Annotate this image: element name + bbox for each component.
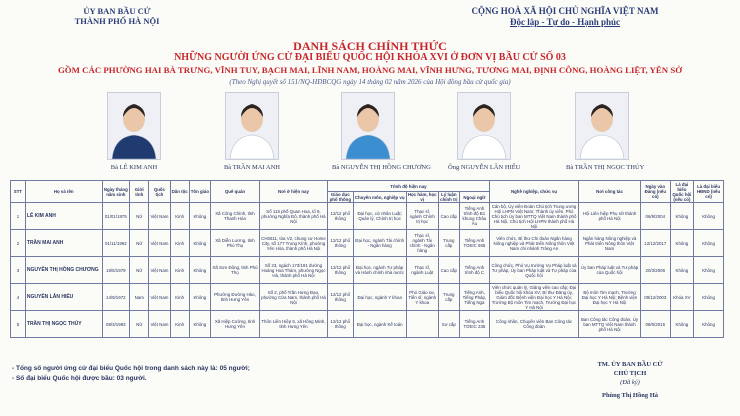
column-header: Dân tộc [170, 181, 189, 203]
table-cell: Không [189, 284, 210, 311]
candidate-photo-card [448, 92, 520, 171]
table-cell: Không [670, 230, 693, 257]
table-cell: Cao cấp [438, 257, 459, 284]
table-cell: Số 23, ngách 173/191 đường Hoàng Hoa Thám, phường Ngọc Hà, thành phố Hà Nội [259, 257, 327, 284]
table-body [11, 203, 724, 338]
candidate-photo-card [566, 92, 645, 171]
candidate-name-cell: NGUYỄN LÂN HIẾU [25, 284, 102, 311]
portrait-photo [457, 92, 511, 160]
table-cell: 12/12 phổ thông [328, 284, 354, 311]
table-cell: 08/6/2015 [640, 311, 670, 338]
column-header: Giới tính [130, 181, 149, 203]
table-cell: Xã Công Chính, tỉnh Thanh Hóa [211, 203, 260, 230]
table-cell: Kinh [170, 284, 189, 311]
summary-seats: - Số đại biểu Quốc hội được bầu: 03 người. [12, 375, 147, 382]
table-cell: Việt Nam [149, 284, 170, 311]
table-cell: 14/9/1972 [102, 284, 130, 311]
table-cell: Đại học, ngành Tài chính - Ngân hàng [353, 230, 406, 257]
table-cell: Thạc sĩ, ngành Chính trị học [406, 203, 438, 230]
candidate-table [10, 180, 724, 338]
table-cell: Việt Nam [149, 257, 170, 284]
table-cell: Không [189, 203, 210, 230]
issuer-line-1: ỦY BAN BẦU CỬ [83, 6, 151, 16]
table-cell: Việt Nam [149, 311, 170, 338]
column-header: Ngày vào Đảng (nếu có) [640, 181, 670, 203]
candidate-name-cell: LÊ KIM ANH [25, 203, 102, 230]
table-row [11, 230, 724, 257]
table-cell: 5 [11, 311, 26, 338]
table-cell: Đại học, ngành Kế toán [353, 311, 406, 338]
table-cell: Xã Diễn Lương, tỉnh Phú Thọ [211, 230, 260, 257]
table-cell: Ban Công tác Công đoàn, Ủy ban MTTQ Việt Nam thành phố Hà Nội [579, 311, 641, 338]
table-cell: Đại học, cử nhân Luật; Quản lý, Chính trị học [353, 203, 406, 230]
table-cell: Công nhân, Chuyên viên Ban Công tác Công đoàn [489, 311, 578, 338]
table-cell: Nam [130, 284, 149, 311]
issuer-line-2: THÀNH PHỐ HÀ NỘI [74, 16, 160, 26]
table-cell: Việt Nam [149, 203, 170, 230]
table-cell: Không [694, 284, 724, 311]
table-cell: Khóa XV [670, 284, 693, 311]
legal-basis-note: (Theo Nghị quyết số 151/NQ-HĐBCQG ngày 14 tháng 02 năm 2026 của Hội đồng bầu cử quốc gia) [229, 78, 511, 86]
education-group-header: Trình độ hiện nay [328, 181, 490, 192]
document-title: DANH SÁCH CHÍNH THỨC [293, 39, 447, 53]
table-cell: Viên chức, Bí thư Chi đoàn Ngân hàng Nông nghiệp và Phát triển Nông thôn Việt Nam chi nhánh Tràng An [489, 230, 578, 257]
column-header: Họ và tên [25, 181, 102, 203]
table-cell: 01/11/1992 [102, 230, 130, 257]
table-cell: Việt Nam [149, 230, 170, 257]
table-cell: Kinh [170, 311, 189, 338]
table-cell: CH0611, tòa V2, chung cư Home City, số 177 Trung Kính, phường Yên Hòa, thành phố Hà Nội [259, 230, 327, 257]
table-row [11, 257, 724, 284]
summary-notes [12, 364, 250, 384]
table-cell: 1 [11, 203, 26, 230]
table-cell: Xã Sơn Đông, tỉnh Phú Thọ [211, 257, 260, 284]
table-cell: Không [694, 203, 724, 230]
column-header: Nơi ở hiện nay [259, 181, 327, 203]
table-cell: Thạc sĩ, ngành Tài chính - Ngân hàng [406, 230, 438, 257]
table-cell: Sơ cấp [438, 311, 459, 338]
table-cell: 12/12 phổ thông [328, 257, 354, 284]
column-header: Là đại biểu HĐND (nếu có) [694, 181, 724, 203]
portrait-caption: Bà TRẦN THỊ NGỌC THÚY [566, 164, 645, 171]
candidate-photo-card [98, 92, 170, 171]
table-row [11, 284, 724, 311]
national-motto: Độc lập - Tự do - Hạnh phúc [509, 17, 620, 27]
candidate-name-cell: TRẦN MAI ANH [25, 230, 102, 257]
column-header: Quê quán [211, 181, 260, 203]
table-cell: 20/3/2006 [640, 257, 670, 284]
portrait-photo [341, 92, 395, 160]
table-cell: 4 [11, 284, 26, 311]
column-header: Chuyên môn, nghiệp vụ [353, 192, 406, 203]
portrait-photo [575, 92, 629, 160]
table-cell: 09/12/2003 [640, 284, 670, 311]
table-cell: Kinh [170, 203, 189, 230]
table-cell: 12/12 phổ thông [328, 203, 354, 230]
candidate-name-cell: NGUYỄN THỊ HỒNG CHƯƠNG [25, 257, 102, 284]
portrait-photo [225, 92, 279, 160]
table-cell: Bộ môn Tim mạch, Trường Đại học Y Hà Nội; Bệnh viện Đại học Y Hà Nội [579, 284, 641, 311]
table-cell: Không [694, 257, 724, 284]
table-cell [406, 311, 438, 338]
table-cell: Thạc sĩ, ngành Luật [406, 257, 438, 284]
signature-block [560, 360, 700, 400]
column-header: Học hàm, học vị [407, 192, 437, 202]
table-cell: Số 115 phố Quan Hoa, tổ 9, phường Nghĩa Đô, thành phố Hà Nội [259, 203, 327, 230]
table-cell: Thôn Liên Hiệp 5, xã Hồng Minh, tỉnh Hưng Yên [259, 311, 327, 338]
table-cell: 01/01/1975 [102, 203, 130, 230]
table-cell: Cao cấp [438, 203, 459, 230]
signature-role: CHỦ TỊCH [613, 370, 647, 377]
table-cell: Đại học, ngành Tư pháp và Hành chính nhà nước [353, 257, 406, 284]
candidate-photos [0, 92, 740, 174]
column-header: Quốc tịch [149, 181, 170, 203]
table-cell: Nữ [130, 230, 149, 257]
table-cell: 06/9/2004 [640, 203, 670, 230]
signature-org: TM. ỦY BAN BẦU CỬ [597, 361, 663, 368]
table-cell: Kinh [170, 230, 189, 257]
table-cell: Không [670, 203, 693, 230]
column-header: Là đại biểu Quốc hội (nếu có) [670, 181, 693, 203]
table-cell: 3 [11, 257, 26, 284]
column-header: Nơi công tác [579, 181, 641, 203]
candidate-photo-card [216, 92, 288, 171]
table-row [11, 311, 724, 338]
candidate-name-cell: TRẦN THỊ NGỌC THÚY [25, 311, 102, 338]
table-cell: Không [694, 230, 724, 257]
table-cell: Không [189, 230, 210, 257]
table-cell: 08/3/1993 [102, 311, 130, 338]
table-cell: Phó Giáo sư, Tiến sĩ, ngành Y khoa [406, 284, 438, 311]
column-header: Tôn giáo [189, 181, 210, 203]
table-cell: Xã Hiệp Cường, tỉnh Hưng Yên [211, 311, 260, 338]
table-cell: Ngân hàng Nông nghiệp và Phát triển Nông thôn Việt Nam [579, 230, 641, 257]
document-title-block [0, 40, 740, 76]
table-cell: Không [189, 311, 210, 338]
table-cell: 12/12 phổ thông [328, 311, 354, 338]
table-cell: Công chức, Phó Vụ trưởng Vụ Pháp luật và Tư pháp, Ủy ban Pháp luật và Tư pháp của Quốc hội [489, 257, 578, 284]
document-wards: GỒM CÁC PHƯỜNG HAI BÀ TRƯNG, VĨNH TUY, BẠCH MAI, LĨNH NAM, HOÀNG MAI, VĨNH HƯNG, TƯƠNG MAI, ĐỊNH CÔNG, HOÀNG LIỆT, YÊN SỞ [57, 65, 683, 75]
table-cell: Tiếng Anh TOEIC 235 [459, 311, 489, 338]
table-cell: 12/12/2017 [640, 230, 670, 257]
table-cell: 12/12 phổ thông [328, 230, 354, 257]
table-cell: Không [189, 257, 210, 284]
table-cell: Tiếng Anh trình độ B1 khung Châu Âu [459, 203, 489, 230]
national-title: CỘNG HOÀ XÃ HỘI CHỦ NGHĨA VIỆT NAM [471, 6, 659, 16]
signature-name: Phùng Thị Hồng Hà [601, 392, 659, 399]
table-cell: Tiếng Anh TOEIC 665 [459, 230, 489, 257]
candidate-photo-card [332, 92, 431, 171]
table-cell: Viên chức quản lý, Giảng viên cao cấp; Đại biểu Quốc hội khóa XV; Bí thư Đảng ủy, Giám đốc Bệnh viện Đại học Y Hà Nội; Trưởng Bộ môn Tim mạch, Trường Đại học Y Hà Nội [489, 284, 578, 311]
column-header: Nghề nghiệp, chức vụ [489, 181, 578, 203]
table-cell: 2 [11, 230, 26, 257]
national-header [450, 6, 680, 28]
table-cell: Không [670, 311, 693, 338]
table-cell: Không [670, 257, 693, 284]
table-cell: Số 2, phố Trần Hưng Đạo, phường Cửa Nam, thành phố Hà Nội [259, 284, 327, 311]
portrait-caption: Ông NGUYỄN LÂN HIẾU [448, 164, 521, 171]
document-subtitle: NHỮNG NGƯỜI ỨNG CỬ ĐẠI BIỂU QUỐC HỘI KHÓA XVI Ở ĐƠN VỊ BẦU CỬ SỐ 03 [174, 52, 566, 63]
table-cell: Phường Đường Hào, tỉnh Hưng Yên [211, 284, 260, 311]
portrait-caption: Bà LÊ KIM ANH [110, 164, 158, 171]
table-cell: Ủy ban Pháp luật và Tư pháp của Quốc hội [579, 257, 641, 284]
column-header: Lý luận chính trị [440, 192, 458, 202]
table-cell: Cán bộ, Ủy viên Đoàn Chủ tịch Trung ương Hội LHPN Việt Nam; Thành ủy viên, Phó Chủ tịch Ủy ban MTTQ Việt Nam thành phố Hà Nội, Chủ tịch Hội LHPN thành phố Hà Nội [489, 203, 578, 230]
table-cell: Tiếng Anh, Tiếng Pháp, Tiếng Nga [459, 284, 489, 311]
issuer-header [32, 6, 202, 26]
table-cell: Nữ [130, 257, 149, 284]
table-cell: Nữ [130, 311, 149, 338]
table-head [11, 181, 724, 203]
column-header: STT [11, 181, 26, 203]
column-header: Ngày tháng năm sinh [102, 181, 130, 203]
table-cell: Đại học, ngành Y khoa [353, 284, 406, 311]
signature-signed: (Đã ký) [620, 379, 640, 386]
summary-candidate-count: - Tổng số người ứng cử đại biểu Quốc hội trong danh sách này là: 05 người; [12, 365, 250, 372]
table-cell: Trung cấp [438, 284, 459, 311]
table-cell: Trung cấp [438, 230, 459, 257]
table-cell: 19/5/1979 [102, 257, 130, 284]
portrait-photo [107, 92, 161, 160]
portrait-caption: Bà TRẦN MAI ANH [223, 164, 281, 171]
table-cell: Hội Liên hiệp Phụ nữ thành phố Hà Nội [579, 203, 641, 230]
table-cell: Nữ [130, 203, 149, 230]
table-cell: Kinh [170, 257, 189, 284]
table-row [11, 203, 724, 230]
table-cell: Không [694, 311, 724, 338]
column-header: Giáo dục phổ thông [328, 192, 354, 203]
column-header: Ngoại ngữ [459, 192, 489, 203]
table-cell: Tiếng Anh trình độ C [459, 257, 489, 284]
portrait-caption: Bà NGUYỄN THỊ HỒNG CHƯƠNG [332, 164, 431, 171]
